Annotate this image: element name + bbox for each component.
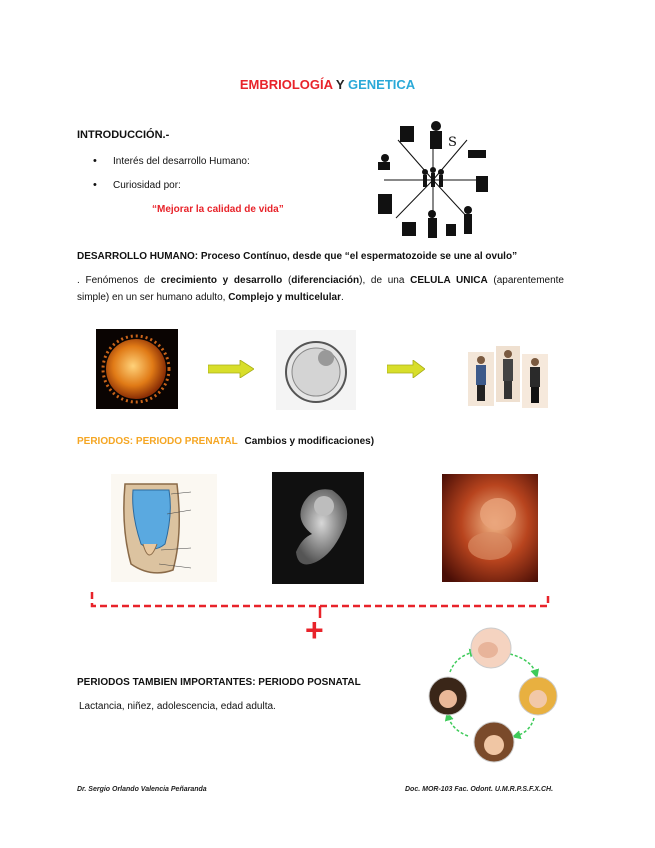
desarrollo-paragraph: . Fenómenos de crecimiento y desarrollo (diferenciación), de una CELULA UNICA (aparentemente simple) en un ser humano adulto, Complejo y multicelular. (77, 275, 564, 303)
life-stages-cycle (428, 626, 558, 764)
embryo-diagram-image (111, 474, 217, 582)
intro-heading: INTRODUCCIÓN.- (77, 129, 170, 141)
title-genetica: GENETICA (347, 77, 416, 92)
prenatal-heading: PERIODOS: PERIODO PRENATAL Cambios y modificaciones) (77, 436, 375, 447)
embryo-photo-image (272, 472, 364, 584)
intro-quote: “Mejorar la calidad de vida” (152, 204, 284, 215)
fetus-photo-image (442, 474, 538, 582)
page-title (0, 77, 655, 92)
arrow-right-icon (208, 360, 254, 378)
title-y: Y (335, 77, 345, 92)
bullet-dot: • (93, 179, 97, 191)
arrow-right-icon (387, 360, 425, 378)
intro-bullet-1: • Interés del desarrollo Humano: (93, 155, 250, 167)
title-embriologia: EMBRIOLOGÍA (239, 77, 333, 92)
ovum-image (96, 329, 178, 409)
posnatal-text: Lactancia, niñez, adolescencia, edad adulta. (79, 701, 276, 712)
bullet-dot: • (93, 155, 97, 167)
footer-document: Doc. MOR-103 Fac. Odont. U.M.R.P.S.F.X.CH. (405, 786, 554, 793)
life-cycle-clipart (372, 118, 494, 242)
posnatal-heading: PERIODOS TAMBIEN IMPORTANTES: PERIODO POSNATAL (77, 677, 361, 688)
svg-text:S: S (448, 135, 457, 150)
footer-author: Dr. Sergio Orlando Valencia Peñaranda (77, 786, 207, 793)
adult-humans-image (464, 338, 552, 410)
blastocyst-image (276, 330, 356, 410)
intro-bullet-2: • Curiosidad por: (93, 179, 181, 191)
desarrollo-heading: DESARROLLO HUMANO: Proceso Contínuo, desde que “el espermatozoide se une al ovulo” (77, 251, 518, 262)
plus-icon: + (305, 612, 324, 648)
